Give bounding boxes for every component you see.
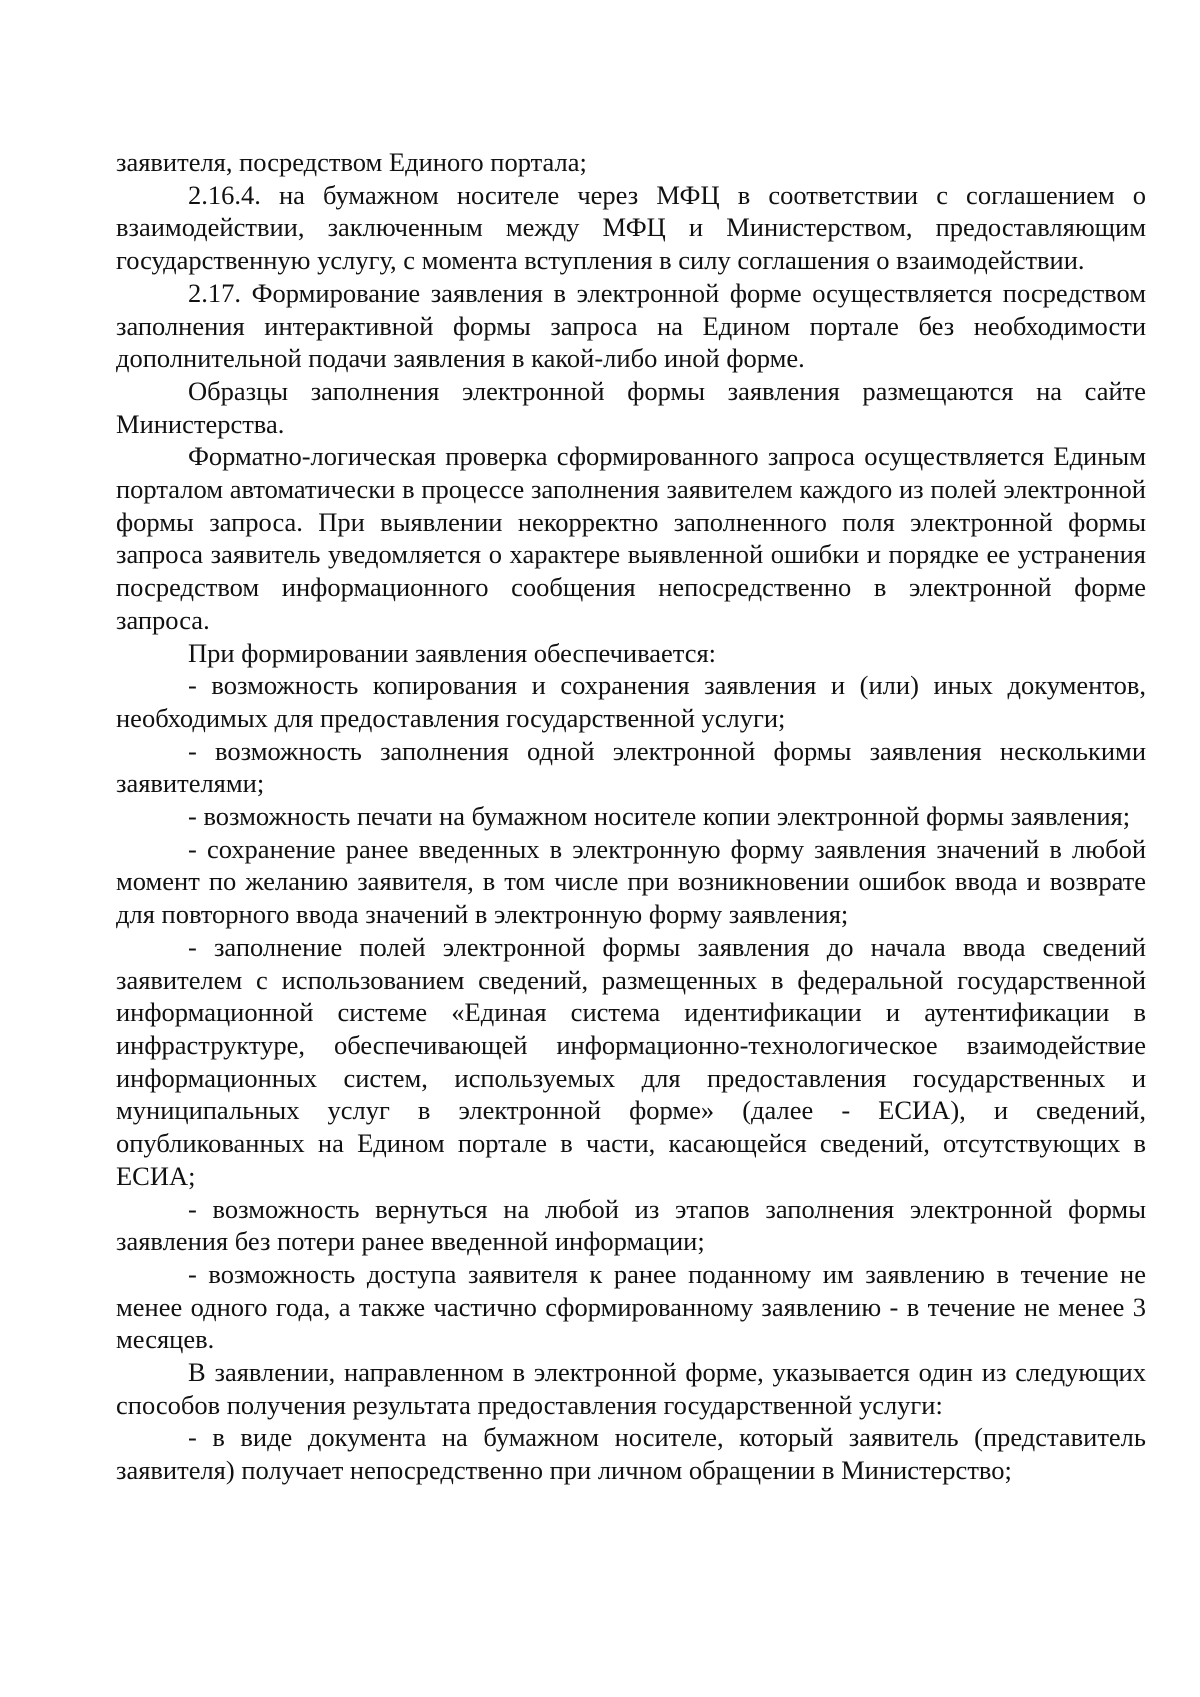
list-item-paper-document: - в виде документа на бумажном носителе, который заявитель (представитель заявителя) получает непосредственно при личном обращении в Министерство;: [116, 1422, 1146, 1486]
paragraph-format-check: Форматно-логическая проверка сформированного запроса осуществляется Единым порталом автоматически в процессе заполнения заявителем каждого из полей электронной формы запроса. При выявлении некорректно заполненного поля электронной формы запроса заявитель уведомляется о характере выявленной ошибки и порядке ее устранения посредством информационного сообщения непосредственно в электронной форме запроса.: [116, 441, 1146, 635]
paragraph-provision-intro: При формировании заявления обеспечивается:: [188, 637, 717, 668]
paragraph-2-16-4: 2.16.4. на бумажном носителе через МФЦ в соответствии с соглашением о взаимодействии, заключенным между МФЦ и Министерством, предоставляющим государственную услугу, с момента вступления в силу соглашения о взаимодействии.: [116, 179, 1146, 276]
paragraph-result-methods: В заявлении, направленном в электронной форме, указывается один из следующих способов получения результата предоставления государственной услуги:: [116, 1357, 1146, 1420]
list-item-access-period: - возможность доступа заявителя к ранее поданному им заявлению в течение не менее одного года, а также частично сформированному заявлению - в течение не менее 3 месяцев.: [116, 1258, 1146, 1355]
document-body: [116, 146, 1146, 1487]
paragraph-continuation: заявителя, посредством Единого портала;: [116, 147, 587, 177]
list-item-multiple-applicants: - возможность заполнения одной электронной формы заявления несколькими заявителями;: [116, 735, 1146, 799]
list-item-return-to-step: - возможность вернуться на любой из этапов заполнения электронной формы заявления без потери ранее введенной информации;: [116, 1193, 1146, 1257]
list-item-esia-prefill: - заполнение полей электронной формы заявления до начала ввода сведений заявителем с использованием сведений, размещенных в федеральной государственной информационной системе «Единая система идентификации и аутентификации в инфраструктуре, обеспечивающей информационно-технологическое взаимодействие информационных систем, используемых для предоставления государственных и муниципальных услуг в электронной форме» (далее - ЕСИА), и сведений, опубликованных на Едином портале в части, касающейся сведений, отсутствующих в ЕСИА;: [116, 931, 1146, 1191]
list-item-print: - возможность печати на бумажном носителе копии электронной формы заявления;: [188, 801, 1131, 832]
paragraph-2-17: 2.17. Формирование заявления в электронной форме осуществляется посредством заполнения интерактивной формы запроса на Едином портале без необходимости дополнительной подачи заявления в какой-либо иной форме.: [116, 277, 1146, 374]
list-item-save-values: - сохранение ранее введенных в электронную форму заявления значений в любой момент по желанию заявителя, в том числе при возникновении ошибок ввода и возврате для повторного ввода значений в электронную форму заявления;: [116, 833, 1146, 930]
paragraph-samples: Образцы заполнения электронной формы заявления размещаются на сайте Министерства.: [116, 375, 1146, 439]
list-item-copy-save: - возможность копирования и сохранения заявления и (или) иных документов, необходимых для предоставления государственной услуги;: [116, 670, 1146, 733]
